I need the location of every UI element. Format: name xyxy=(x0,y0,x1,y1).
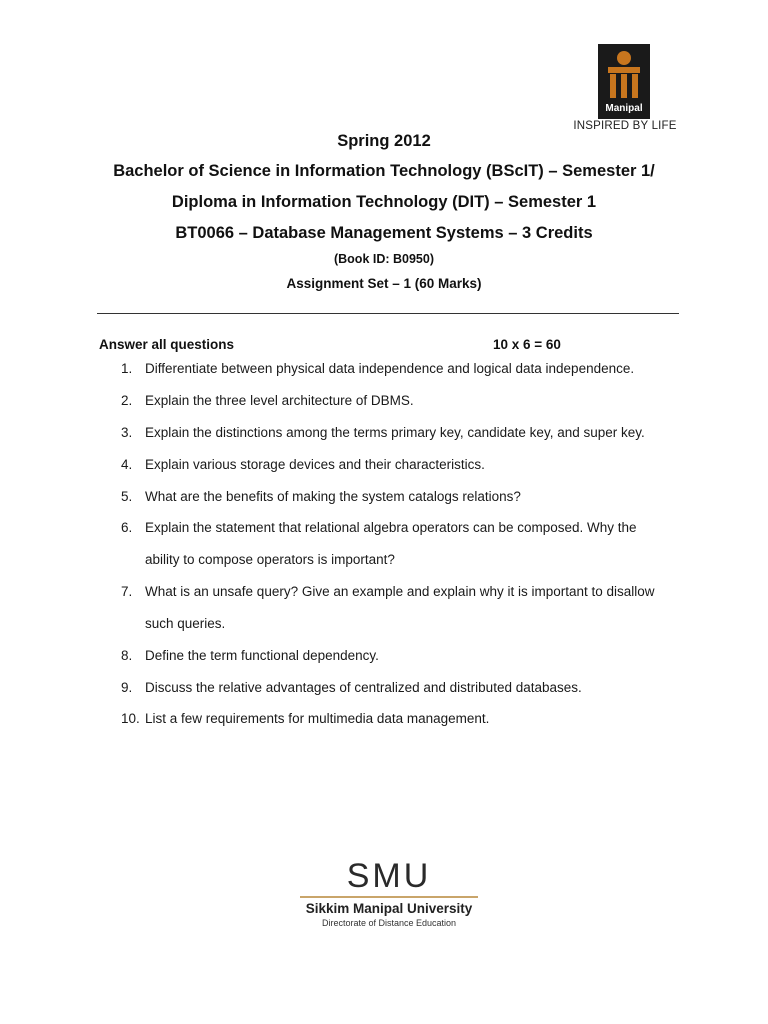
question-10 xyxy=(121,711,489,726)
question-9 xyxy=(121,680,582,695)
smu-logo xyxy=(300,858,478,929)
question-number: 6. xyxy=(121,520,133,535)
question-text: Discuss the relative advantages of centralized and distributed databases. xyxy=(145,680,582,695)
course-title: BT0066 – Database Management Systems – 3 Credits xyxy=(175,224,593,242)
question-2 xyxy=(121,393,414,408)
question-number: 5. xyxy=(121,489,133,504)
term-title: Spring 2012 xyxy=(337,132,431,150)
university-name: Sikkim Manipal University xyxy=(305,901,473,916)
question-text: Explain the three level architecture of DBMS. xyxy=(145,393,414,408)
logo-tagline: INSPIRED BY LIFE xyxy=(573,120,677,132)
question-number: 8. xyxy=(121,648,133,663)
assignment-set: Assignment Set – 1 (60 Marks) xyxy=(286,276,482,291)
question-text: Explain various storage devices and their characteristics. xyxy=(145,457,485,472)
divider xyxy=(97,313,679,314)
book-id: (Book ID: B0950) xyxy=(333,252,435,266)
question-6 xyxy=(121,520,637,535)
directorate-name: Directorate of Distance Education xyxy=(321,918,457,928)
question-6-continued: ability to compose operators is important? xyxy=(145,552,395,567)
question-text: Explain the statement that relational algebra operators can be composed. Why the xyxy=(145,520,637,535)
program-line-2: Diploma in Information Technology (DIT) – Semester 1 xyxy=(171,193,597,211)
question-text: List a few requirements for multimedia data management. xyxy=(145,711,490,726)
logo-wordmark: Manipal xyxy=(605,103,643,114)
smu-rule xyxy=(300,896,478,898)
question-text: What is an unsafe query? Give an example and explain why it is important to disallow xyxy=(145,584,655,599)
question-number: 3. xyxy=(121,425,133,440)
question-number: 9. xyxy=(121,680,133,695)
instructions-label: Answer all questions xyxy=(99,337,235,352)
question-1 xyxy=(121,361,634,376)
question-number: 2. xyxy=(121,393,133,408)
question-5 xyxy=(121,489,521,504)
question-7-continued: such queries. xyxy=(145,616,226,631)
question-number: 10. xyxy=(121,711,140,726)
question-number: 4. xyxy=(121,457,133,472)
question-text: Differentiate between physical data independence and logical data independence. xyxy=(145,361,635,376)
program-line-1: Bachelor of Science in Information Technology (BScIT) – Semester 1/ xyxy=(113,162,655,180)
question-7 xyxy=(121,584,655,599)
question-4 xyxy=(121,457,485,472)
question-3 xyxy=(121,425,645,440)
question-8 xyxy=(121,648,379,663)
question-number: 1. xyxy=(121,361,133,376)
question-text: What are the benefits of making the system catalogs relations? xyxy=(145,489,521,504)
question-text: Explain the distinctions among the terms primary key, candidate key, and super key. xyxy=(145,425,645,440)
question-number: 7. xyxy=(121,584,133,599)
marks-formula: 10 x 6 = 60 xyxy=(493,337,561,352)
smu-wordmark: SMU xyxy=(346,857,432,895)
question-text: Define the term functional dependency. xyxy=(145,648,379,663)
